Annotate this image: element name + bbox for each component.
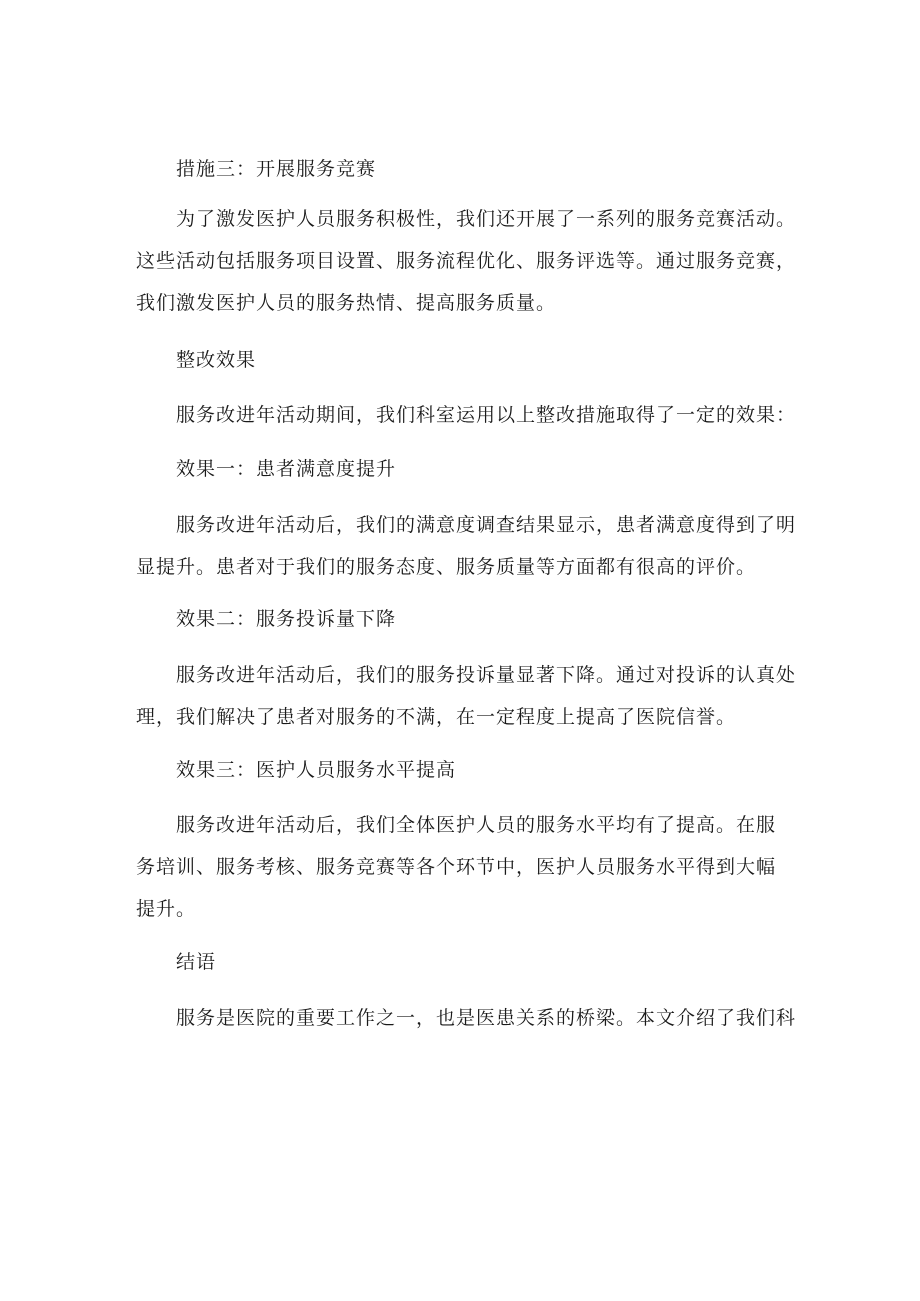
section-heading-rectification-effect: 整改效果: [176, 349, 257, 371]
paragraph-line: 这些活动包括服务项目设置、服务流程优化、服务评选等。通过服务竞赛，: [136, 250, 797, 272]
section-heading-measure-three: 措施三：开展服务竞赛: [176, 158, 377, 180]
paragraph-line: 服务改进年活动后，我们的服务投诉量显著下降。通过对投诉的认真处: [176, 664, 797, 686]
paragraph-patient-satisfaction: [136, 504, 816, 588]
paragraph-complaints-decrease: [136, 654, 816, 738]
paragraph-effect-intro: [136, 394, 816, 436]
paragraph-service-competition: [136, 198, 816, 324]
paragraph-line: 我们激发医护人员的服务热情、提高服务质量。: [136, 292, 557, 314]
section-heading-effect-two: 效果二：服务投诉量下降: [176, 608, 397, 630]
paragraph-line: 务培训、服务考核、服务竞赛等各个环节中，医护人员服务水平得到大幅: [136, 856, 777, 878]
paragraph-line: 提升。: [136, 898, 197, 920]
paragraph-line: 服务改进年活动后，我们全体医护人员的服务水平均有了提高。在服: [176, 814, 777, 836]
paragraph-line: 服务改进年活动后，我们的满意度调查结果显示，患者满意度得到了明: [176, 514, 797, 536]
paragraph-staff-service-level: [136, 804, 816, 930]
section-heading-conclusion: 结语: [176, 951, 217, 973]
section-heading-effect-one: 效果一：患者满意度提升: [176, 458, 397, 480]
section-heading-effect-three: 效果三：医护人员服务水平提高: [176, 759, 457, 781]
paragraph-line: 理，我们解决了患者对服务的不满，在一定程度上提高了医院信誉。: [136, 706, 737, 728]
paragraph-conclusion: [136, 997, 816, 1039]
paragraph-line: 服务改进年活动期间，我们科室运用以上整改措施取得了一定的效果：: [176, 404, 797, 426]
paragraph-line: 服务是医院的重要工作之一，也是医患关系的桥梁。本文介绍了我们科: [176, 1007, 797, 1029]
paragraph-line: 显提升。患者对于我们的服务态度、服务质量等方面都有很高的评价。: [136, 556, 757, 578]
paragraph-line: 为了激发医护人员服务积极性，我们还开展了一系列的服务竞赛活动。: [176, 208, 797, 230]
